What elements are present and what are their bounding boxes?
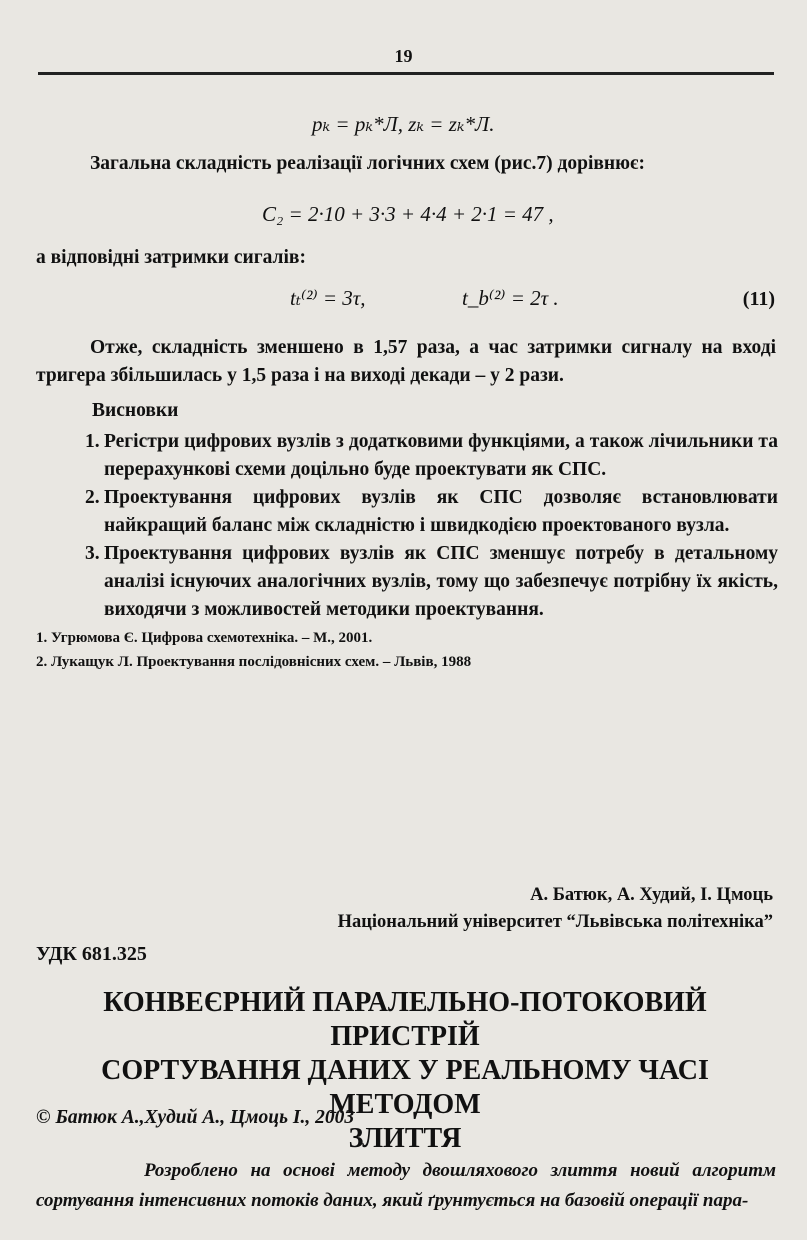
- copyright: © Батюк А.,Худий А., Цмоць І., 2003: [36, 1107, 355, 1128]
- authors-block: [338, 882, 773, 936]
- equation-number: (11): [742, 288, 775, 310]
- title-line: ЗЛИТТЯ: [348, 1123, 462, 1154]
- udk-code: УДК 681.325: [36, 943, 147, 965]
- page-number: 19: [394, 46, 413, 66]
- authors: А. Батюк, А. Худий, І. Цмоць: [530, 885, 773, 905]
- affiliation: Національний університет “Львівська політехніка”: [337, 912, 773, 932]
- para-result: Отже, складність зменшено в 1,57 раза, а час затримки сигналу на вході тригера збільшилась у 1,5 раза і на виході декади – у 2 рази.: [36, 337, 776, 386]
- list-item: 3. Проектування цифрових вузлів як СПС зменшує потребу в детальному аналізі існуючих аналогічних вузлів, тому що забезпечує потрібну їх якість, виходячи з можливостей методики проектування.: [85, 543, 778, 620]
- title-line: КОНВЕЄРНИЙ ПАРАЛЕЛЬНО-ПОТОКОВИЙ ПРИСТРІЙ: [103, 987, 707, 1052]
- header-rule: [38, 72, 774, 75]
- formula-t-t: tₜ⁽²⁾ = 3τ,: [290, 286, 366, 310]
- conclusions-list: [85, 428, 778, 624]
- references: [36, 626, 471, 674]
- formula-c2: C₂ = 2·10 + 3·3 + 4·4 + 2·1 = 47 ,: [262, 202, 554, 226]
- list-item: 1. Регістри цифрових вузлів з додатковими функціями, а також лічильники та перерахункові схеми доцільно буде проектувати як СПС.: [85, 431, 778, 480]
- reference-item: 1. Угрюмова Є. Цифрова схемотехніка. – М., 2001.: [36, 630, 373, 646]
- article-title: [30, 986, 780, 1156]
- formula-top: pₖ = pₖ*Л, zₖ = zₖ*Л.: [312, 112, 495, 136]
- para-delays: а відповідні затримки сигалів:: [36, 247, 306, 268]
- list-item: 2. Проектування цифрових вузлів як СПС дозволяє встановлювати найкращий баланс між складністю і швидкодією проектованого вузла.: [85, 487, 778, 536]
- formula-t-b: t_b⁽²⁾ = 2τ .: [462, 286, 559, 310]
- para-complexity: Загальна складність реалізації логічних схем (рис.7) дорівнює:: [90, 153, 645, 174]
- reference-item: 2. Лукащук Л. Проектування послідовнісних схем. – Львів, 1988: [36, 654, 472, 670]
- abstract: Розроблено на основі методу двошляхового злиття новий алгоритм сортування інтенсивних потоків даних, який ґрунтується на базовій операції пара-: [36, 1160, 776, 1211]
- title-line: СОРТУВАННЯ ДАНИХ У РЕАЛЬНОМУ ЧАСІ МЕТОДОМ: [101, 1055, 709, 1120]
- conclusions-heading: Висновки: [92, 400, 179, 421]
